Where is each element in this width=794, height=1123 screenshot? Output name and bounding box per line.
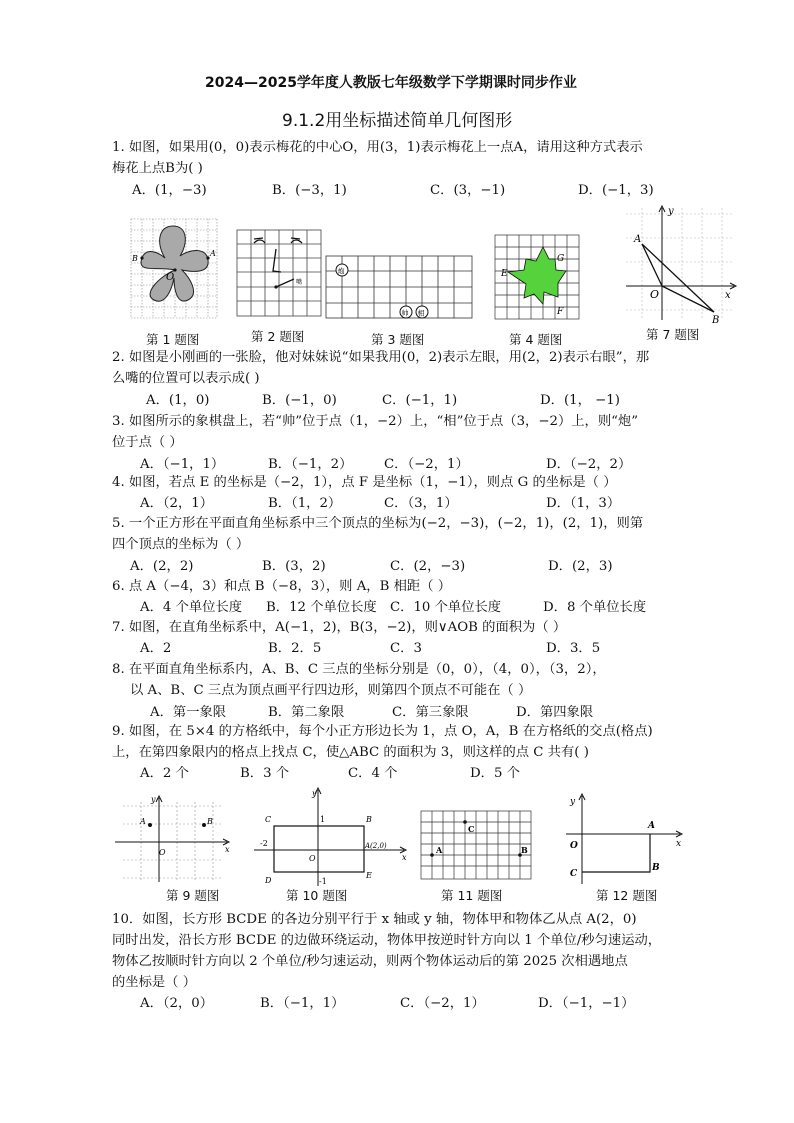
label-o: O (309, 854, 316, 863)
label-m2: -2 (260, 839, 268, 848)
q1-option-d: D．(−1，3) (578, 183, 654, 198)
q1-option-b: B．(−3，1) (272, 183, 347, 198)
label-a: A (210, 249, 216, 258)
q7-stem: 7. 如图，在直角坐标系中，A(−1，2)，B(3，−2)，则∨AOB 的面积为（ ） (112, 620, 567, 635)
q6-option-a: A．4 个单位长度 (140, 600, 243, 615)
label-x: x (402, 853, 407, 862)
q8-option-b: B．第二象限 (268, 705, 345, 720)
rectangle-bcde (274, 826, 364, 872)
q9-option-b: B．3 个 (240, 766, 290, 781)
q10-option-b: B．（−1，1） (260, 996, 345, 1011)
label-b: B (366, 815, 372, 824)
label-x: x (676, 839, 682, 849)
label-o: O (570, 841, 578, 851)
caption-figure-7: 第 7 题图 (646, 327, 700, 342)
q4-stem: 4. 如图，若点 E 的坐标是（−2，1），点 F 是坐标（1，−1），则点 G 的坐标是（ ） (112, 475, 617, 490)
label-b: B (207, 817, 213, 826)
q3-option-b: B．（−1，2） (268, 457, 353, 472)
label-o: O (166, 272, 175, 283)
label-y: y (570, 797, 576, 807)
label-e: E (501, 269, 508, 279)
label-y: y (312, 789, 317, 798)
q1-option-a: A．(1，−3) (132, 183, 207, 198)
q6-stem: 6. 点 A（−4，3）和点 B（−8，3），则 A，B 相距（ ） (112, 579, 452, 594)
triangle-aob (642, 244, 714, 312)
q3-option-c: C．（−2，1） (384, 457, 469, 472)
label-p1: 1 (320, 815, 326, 824)
label-x: x (225, 845, 230, 854)
q4-option-a: A．（2，1） (140, 496, 214, 511)
q5-option-c: C．(2，−3) (390, 559, 466, 574)
q3-stem-line2: 位于点（ ） (112, 435, 183, 450)
face-drawing (254, 238, 302, 287)
label-y: y (151, 795, 156, 804)
label-x: x (725, 290, 731, 301)
q2-option-d: D．(1， −1) (540, 393, 620, 408)
q8-stem-line2: 以 A、B、C 三点为顶点画平行四边形，则第四个顶点不可能在（ ） (130, 683, 532, 698)
figure-2-face (236, 229, 322, 317)
q10-option-a: A．（2，0） (140, 996, 214, 1011)
label-pao: 炮 (337, 267, 345, 276)
figure-12-path (582, 834, 650, 872)
lesson-title: 9.1.2用坐标描述简单几何图形 (282, 111, 513, 131)
q4-option-d: D．（1，3） (546, 496, 621, 511)
q10-option-d: D．（−1，−1） (538, 996, 635, 1011)
figure-12-axes (562, 790, 686, 886)
q6-option-b: B．12 个单位长度 (266, 600, 377, 615)
q5-option-b: B．(3，2) (262, 559, 326, 574)
figure-1-plum-blossom (128, 214, 220, 322)
q9-option-d: D．5 个 (470, 766, 520, 781)
label-mouth: 嘴 (296, 279, 303, 286)
q6-option-c: C．10 个单位长度 (390, 600, 502, 615)
q10-stem-line1: 10．如图，长方形 BCDE 的各边分别平行于 x 轴或 y 轴，物体甲和物体乙从点 A(2，0) (112, 912, 637, 927)
q8-stem-line1: 8. 在平面直角坐标系内，A、B、C 三点的坐标分别是（0，0），（4，0），（3，2）， (112, 662, 606, 677)
q7-option-c: C．3 (390, 641, 422, 656)
q9-stem-line2: 上，在第四象限内的格点上找点 C，使△ABC 的面积为 3，则这样的点 C 共有( ) (112, 745, 589, 760)
q4-option-c: C．（3，1） (384, 496, 458, 511)
q5-option-a: A．(2，2) (130, 559, 194, 574)
q9-stem-line1: 9. 如图，在 5×4 的方格纸中，每个小正方形边长为 1，点 O，A，B 在方格纸的交点(格点) (112, 724, 653, 739)
figure-11-grid (420, 810, 532, 880)
q10-stem-line3: 物体乙按顺时针方向以 2 个单位/秒匀速运动，则两个物体运动后的第 2025 次相遇地点 (112, 954, 628, 969)
q8-option-d: D．第四象限 (516, 705, 594, 720)
label-o: O (650, 288, 660, 301)
figure-9-grid (113, 794, 235, 884)
label-c: C (570, 869, 578, 879)
q7-option-b: B．2．5 (268, 641, 322, 656)
label-b: B (132, 254, 138, 263)
caption-figure-11: 第 11 题图 (441, 888, 503, 903)
label-m1: -1 (319, 877, 327, 886)
label-a20: A(2,0) (365, 842, 387, 850)
label-y: y (668, 206, 674, 217)
caption-figure-3: 第 3 题图 (371, 332, 425, 347)
q2-stem-line2: 么嘴的位置可以表示成( ) (112, 371, 260, 386)
caption-figure-9: 第 9 题图 (166, 888, 220, 903)
q2-option-b: B．(−1，0) (262, 393, 337, 408)
figure-10-rectangle (252, 786, 412, 888)
label-a: A (648, 821, 655, 831)
q6-option-d: D．8 个单位长度 (543, 600, 647, 615)
plum-blossom-shape (141, 226, 208, 301)
q1-stem-line1: 1. 如图，如果用(0，0)表示梅花的中心O，用(3，1)表示梅花上一点A，请用这种方式表示 (112, 140, 643, 155)
caption-figure-4: 第 4 题图 (509, 332, 563, 347)
q9-option-a: A．2 个 (140, 766, 189, 781)
q2-option-a: A．(1，0) (146, 393, 210, 408)
q5-option-d: D．(2，3) (548, 559, 613, 574)
q8-option-c: C．第三象限 (392, 705, 469, 720)
label-c: C (468, 824, 475, 834)
q4-option-b: B．（1，2） (268, 496, 342, 511)
q3-option-a: A．（−1，1） (140, 457, 225, 472)
caption-figure-10: 第 10 题图 (286, 888, 348, 903)
q2-option-c: C．(−1，1) (382, 393, 458, 408)
figure-3-chessboard (325, 254, 474, 320)
q10-stem-line4: 的坐标是（ ） (112, 975, 197, 990)
q5-stem-line1: 5. 一个正方形在平面直角坐标系中三个顶点的坐标为(−2，−3)，(−2，1)，(2，1)，则第 (112, 516, 644, 531)
label-g: G (557, 254, 565, 264)
q7-option-a: A．2 (140, 641, 172, 656)
caption-figure-12: 第 12 题图 (596, 888, 658, 903)
label-f: F (557, 307, 564, 317)
label-a: A (140, 817, 146, 826)
q2-stem-line1: 2. 如图是小刚画的一张脸，他对妹妹说“如果我用(0，2)表示左眼，用(2，2)表示右眼”，那 (112, 350, 650, 365)
q10-stem-line2: 同时出发，沿长方形 BCDE 的边做环绕运动，物体甲按逆时针方向以 1 个单位/秒匀速运动， (112, 933, 662, 948)
label-c: C (265, 815, 272, 824)
q7-option-d: D．3．5 (546, 641, 601, 656)
q10-option-c: C．（−2，1） (400, 996, 485, 1011)
label-shuai: 帅 (401, 309, 409, 318)
q9-option-c: C．4 个 (348, 766, 398, 781)
q5-stem-line2: 四个顶点的坐标为（ ） (112, 537, 250, 552)
q3-option-d: D．（−2，2） (546, 457, 632, 472)
label-a: A (436, 845, 443, 855)
caption-figure-1: 第 1 题图 (146, 332, 200, 347)
q8-option-a: A．第一象限 (150, 705, 227, 720)
label-b: B (712, 315, 720, 324)
label-o: O (159, 848, 166, 857)
label-d: D (265, 876, 272, 885)
caption-figure-2: 第 2 题图 (251, 329, 305, 344)
label-xiang: 相 (417, 309, 425, 318)
label-b: B (652, 863, 660, 873)
q1-stem-line2: 梅花上点B为( ) (112, 161, 203, 176)
figure-7-triangle (624, 202, 738, 324)
label-b: B (521, 845, 528, 855)
label-e: E (366, 871, 372, 880)
worksheet-header: 2024—2025学年度人教版七年级数学下学期课时同步作业 (205, 75, 577, 91)
label-a: A (634, 234, 642, 245)
figure-4-leaf (494, 234, 580, 320)
q3-stem-line1: 3. 如图所示的象棋盘上，若“帅”位于点（1，−2）上，“相”位于点（3，−2）上，则“炮” (112, 414, 639, 429)
q1-option-c: C．(3，−1) (430, 183, 506, 198)
